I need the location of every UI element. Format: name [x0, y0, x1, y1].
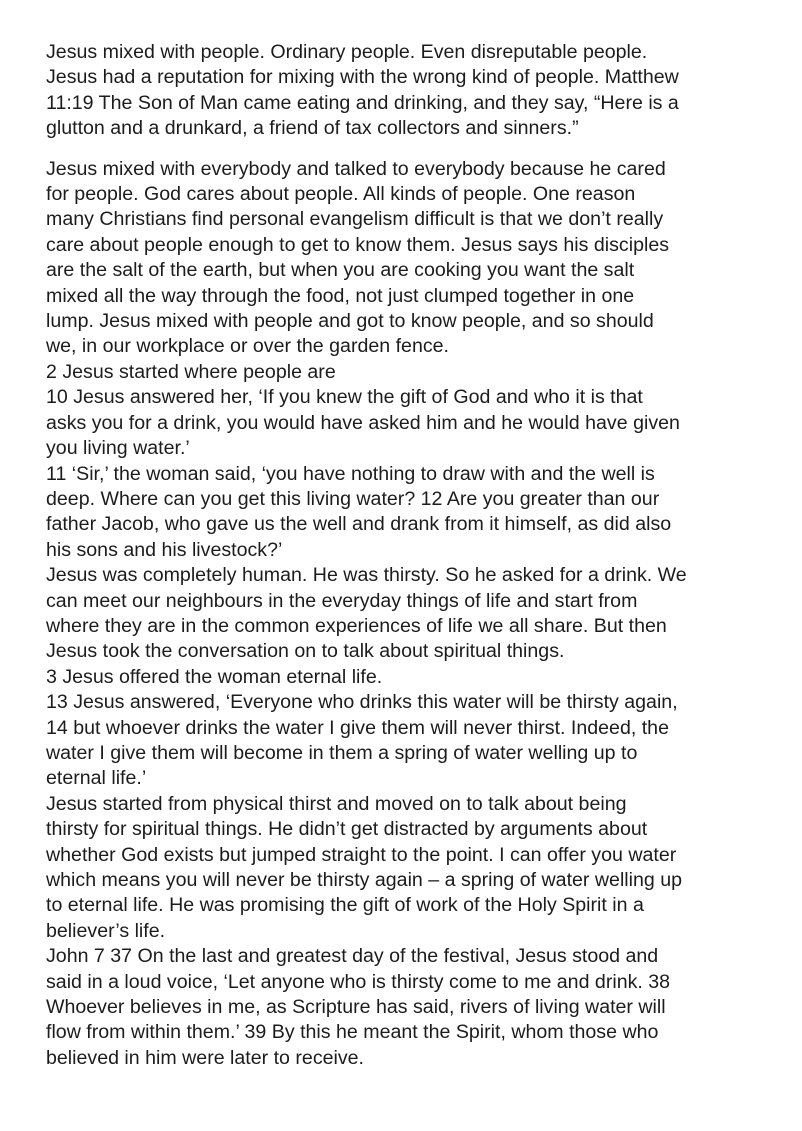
- text-line: 11 ‘Sir,’ the woman said, ‘you have nothing to draw with and the well is: [46, 462, 655, 485]
- paragraph-completely-human: [46, 563, 786, 665]
- scripture-verse-11-12: [46, 462, 786, 564]
- text-line: eternal life.’: [46, 767, 147, 790]
- text-line: believer’s life.: [46, 919, 166, 942]
- text-line: 11:19 The Son of Man came eating and drinking, and they say, “Here is a: [46, 91, 679, 114]
- text-line: Jesus was completely human. He was thirsty. So he asked for a drink. We: [46, 564, 687, 587]
- text-line: glutton and a drunkard, a friend of tax collectors and sinners.”: [46, 117, 579, 140]
- paragraph-physical-thirst: [46, 792, 786, 944]
- scripture-john-7-37: [46, 944, 786, 1071]
- text-line: Jesus started from physical thirst and moved on to talk about being: [46, 792, 627, 815]
- text-line: to eternal life. He was promising the gift of work of the Holy Spirit in a: [46, 894, 644, 917]
- text-line: 13 Jesus answered, ‘Everyone who drinks this water will be thirsty again,: [46, 691, 678, 714]
- text-line: thirsty for spiritual things. He didn’t get distracted by arguments about: [46, 818, 648, 841]
- text-line: whether God exists but jumped straight to the point. I can offer you water: [46, 843, 677, 866]
- text-line: which means you will never be thirsty again – a spring of water welling up: [46, 869, 683, 891]
- text-line: Jesus took the conversation on to talk about spiritual things.: [46, 640, 565, 663]
- scripture-verse-13-14: [46, 690, 786, 792]
- text-line: Jesus mixed with everybody and talked to everybody because he cared: [46, 157, 666, 180]
- text-line: father Jacob, who gave us the well and drank from it himself, as did also: [46, 513, 672, 536]
- text-line: 2 Jesus started where people are: [46, 360, 336, 383]
- text-line: Jesus had a reputation for mixing with the wrong kind of people. Matthew: [46, 66, 679, 89]
- text-line: Whoever believes in me, as Scripture has said, rivers of living water will: [46, 996, 666, 1019]
- text-line: you living water.’: [46, 437, 190, 460]
- text-line: lump. Jesus mixed with people and got to know people, and so should: [46, 310, 654, 333]
- text-line: John 7 37 On the last and greatest day of the festival, Jesus stood and: [46, 945, 659, 968]
- scripture-verse-10: [46, 385, 786, 461]
- text-line: said in a loud voice, ‘Let anyone who is thirsty come to me and drink. 38: [46, 970, 671, 993]
- text-line: flow from within them.’ 39 By this he meant the Spirit, whom those who: [46, 1021, 659, 1044]
- text-line: asks you for a drink, you would have asked him and he would have given: [46, 411, 680, 434]
- text-line: 3 Jesus offered the woman eternal life.: [46, 665, 383, 688]
- text-line: we, in our workplace or over the garden fence.: [46, 335, 449, 358]
- text-line: are the salt of the earth, but when you are cooking you want the salt: [46, 259, 635, 282]
- text-line: care about people enough to get to know them. Jesus says his disciples: [46, 233, 670, 256]
- text-line: can meet our neighbours in the everyday things of life and start from: [46, 589, 638, 612]
- document-page: [46, 40, 786, 1071]
- section-heading-3: [46, 665, 786, 690]
- text-line: 14 but whoever drinks the water I give them will never thirst. Indeed, the: [46, 716, 669, 739]
- text-line: deep. Where can you get this living water? 12 Are you greater than our: [46, 487, 660, 510]
- paragraph-jesus-cared: [46, 157, 786, 360]
- text-line: many Christians find personal evangelism difficult is that we don’t really: [46, 208, 664, 231]
- text-line: believed in him were later to receive.: [46, 1046, 365, 1069]
- section-heading-2: [46, 360, 786, 385]
- text-line: for people. God cares about people. All kinds of people. One reason: [46, 183, 636, 206]
- text-line: mixed all the way through the food, not just clumped together in one: [46, 284, 635, 307]
- text-line: 10 Jesus answered her, ‘If you knew the gift of God and who it is that: [46, 386, 643, 409]
- text-line: Jesus mixed with people. Ordinary people. Even disreputable people.: [46, 41, 648, 63]
- text-line: water I give them will become in them a spring of water welling up to: [46, 741, 638, 764]
- text-line: where they are in the common experiences of life we all share. But then: [46, 614, 667, 637]
- paragraph-mixing-with-people: [46, 40, 786, 142]
- text-line: his sons and his livestock?’: [46, 538, 283, 561]
